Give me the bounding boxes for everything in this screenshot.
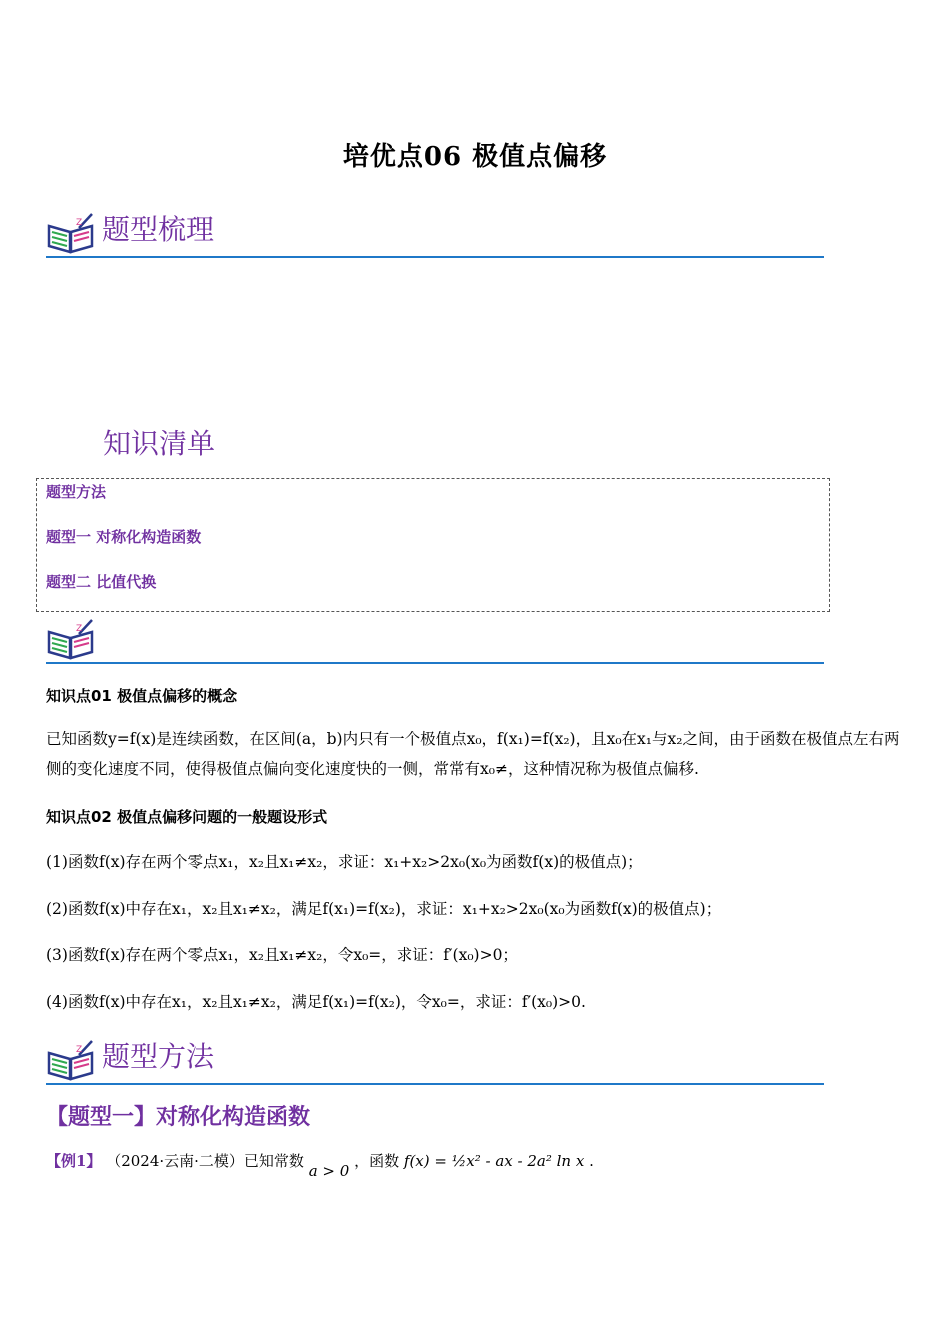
kp2-item-1: (1)函数f(x)存在两个零点x₁，x₂且x₁≠x₂，求证：x₁+x₂>2x₀(x₀为函数f(x)的极值点)；: [46, 853, 643, 871]
toc-item-type1[interactable]: 题型一 对称化构造函数: [46, 528, 202, 546]
section-title-knowledge: 知识清单: [103, 427, 216, 460]
kp1-text: 已知函数y=f(x)是连续函数，在区间(a，b)内只有一个极值点x₀，f(x₁)=f(x₂)，且x₀在x₁与x₂之间，由于函数在极值点左右两侧的变化速度不同，使得极值点偏向变化速度快的一侧，常常有x₀≠，这种情况称为极值点偏移.: [46, 730, 900, 778]
svg-text:Z: Z: [76, 1045, 83, 1055]
section-header-knowledge-points: [46, 614, 824, 664]
section-header-types: [46, 208, 824, 258]
kp2-item-4: (4)函数f(x)中存在x₁，x₂且x₁≠x₂，满足f(x₁)=f(x₂)，令x₀=，求证：f′(x₀)>0.: [46, 993, 586, 1011]
kp2-heading: 知识点02 极值点偏移问题的一般题设形式: [46, 808, 328, 826]
open-book-icon: [46, 618, 96, 660]
open-book-icon: [46, 212, 96, 254]
section-title-types: 题型梳理: [102, 213, 215, 246]
example-text: （2024·云南·二模）已知常数: [106, 1152, 304, 1170]
section-rule: [46, 662, 824, 664]
example-condition: a > 0: [308, 1162, 350, 1180]
section-header-methods: [46, 1035, 824, 1085]
svg-text:Z: Z: [76, 624, 83, 634]
kp2-item-3: (3)函数f(x)存在两个零点x₁，x₂且x₁≠x₂，令x₀=，求证：f′(x₀)>0；: [46, 946, 518, 964]
section-rule: [46, 256, 824, 258]
kp1-heading: 知识点01 极值点偏移的概念: [46, 687, 238, 705]
example-tag: 【例1】: [46, 1152, 102, 1170]
example-formula: f(x) = ½x² - ax - 2a² ln x: [403, 1152, 585, 1170]
type1-heading: 【题型一】对称化构造函数: [46, 1105, 311, 1130]
toc-box: [36, 478, 830, 612]
open-book-icon: [46, 1039, 96, 1081]
page-title: 培优点06 极值点偏移: [342, 142, 608, 172]
section-title-methods: 题型方法: [102, 1040, 215, 1073]
kp2-item-2: (2)函数f(x)中存在x₁，x₂且x₁≠x₂，满足f(x₁)=f(x₂)，求证：x₁+x₂>2x₀(x₀为函数f(x)的极值点)；: [46, 900, 722, 918]
section-rule: [46, 1083, 824, 1085]
example-1: [46, 1150, 594, 1180]
toc-item-methods[interactable]: 题型方法: [46, 483, 107, 501]
example-mid: ，函数: [354, 1152, 400, 1170]
example-end: .: [589, 1152, 594, 1170]
svg-text:Z: Z: [76, 218, 83, 228]
toc-item-type2[interactable]: 题型二 比值代换: [46, 573, 157, 591]
